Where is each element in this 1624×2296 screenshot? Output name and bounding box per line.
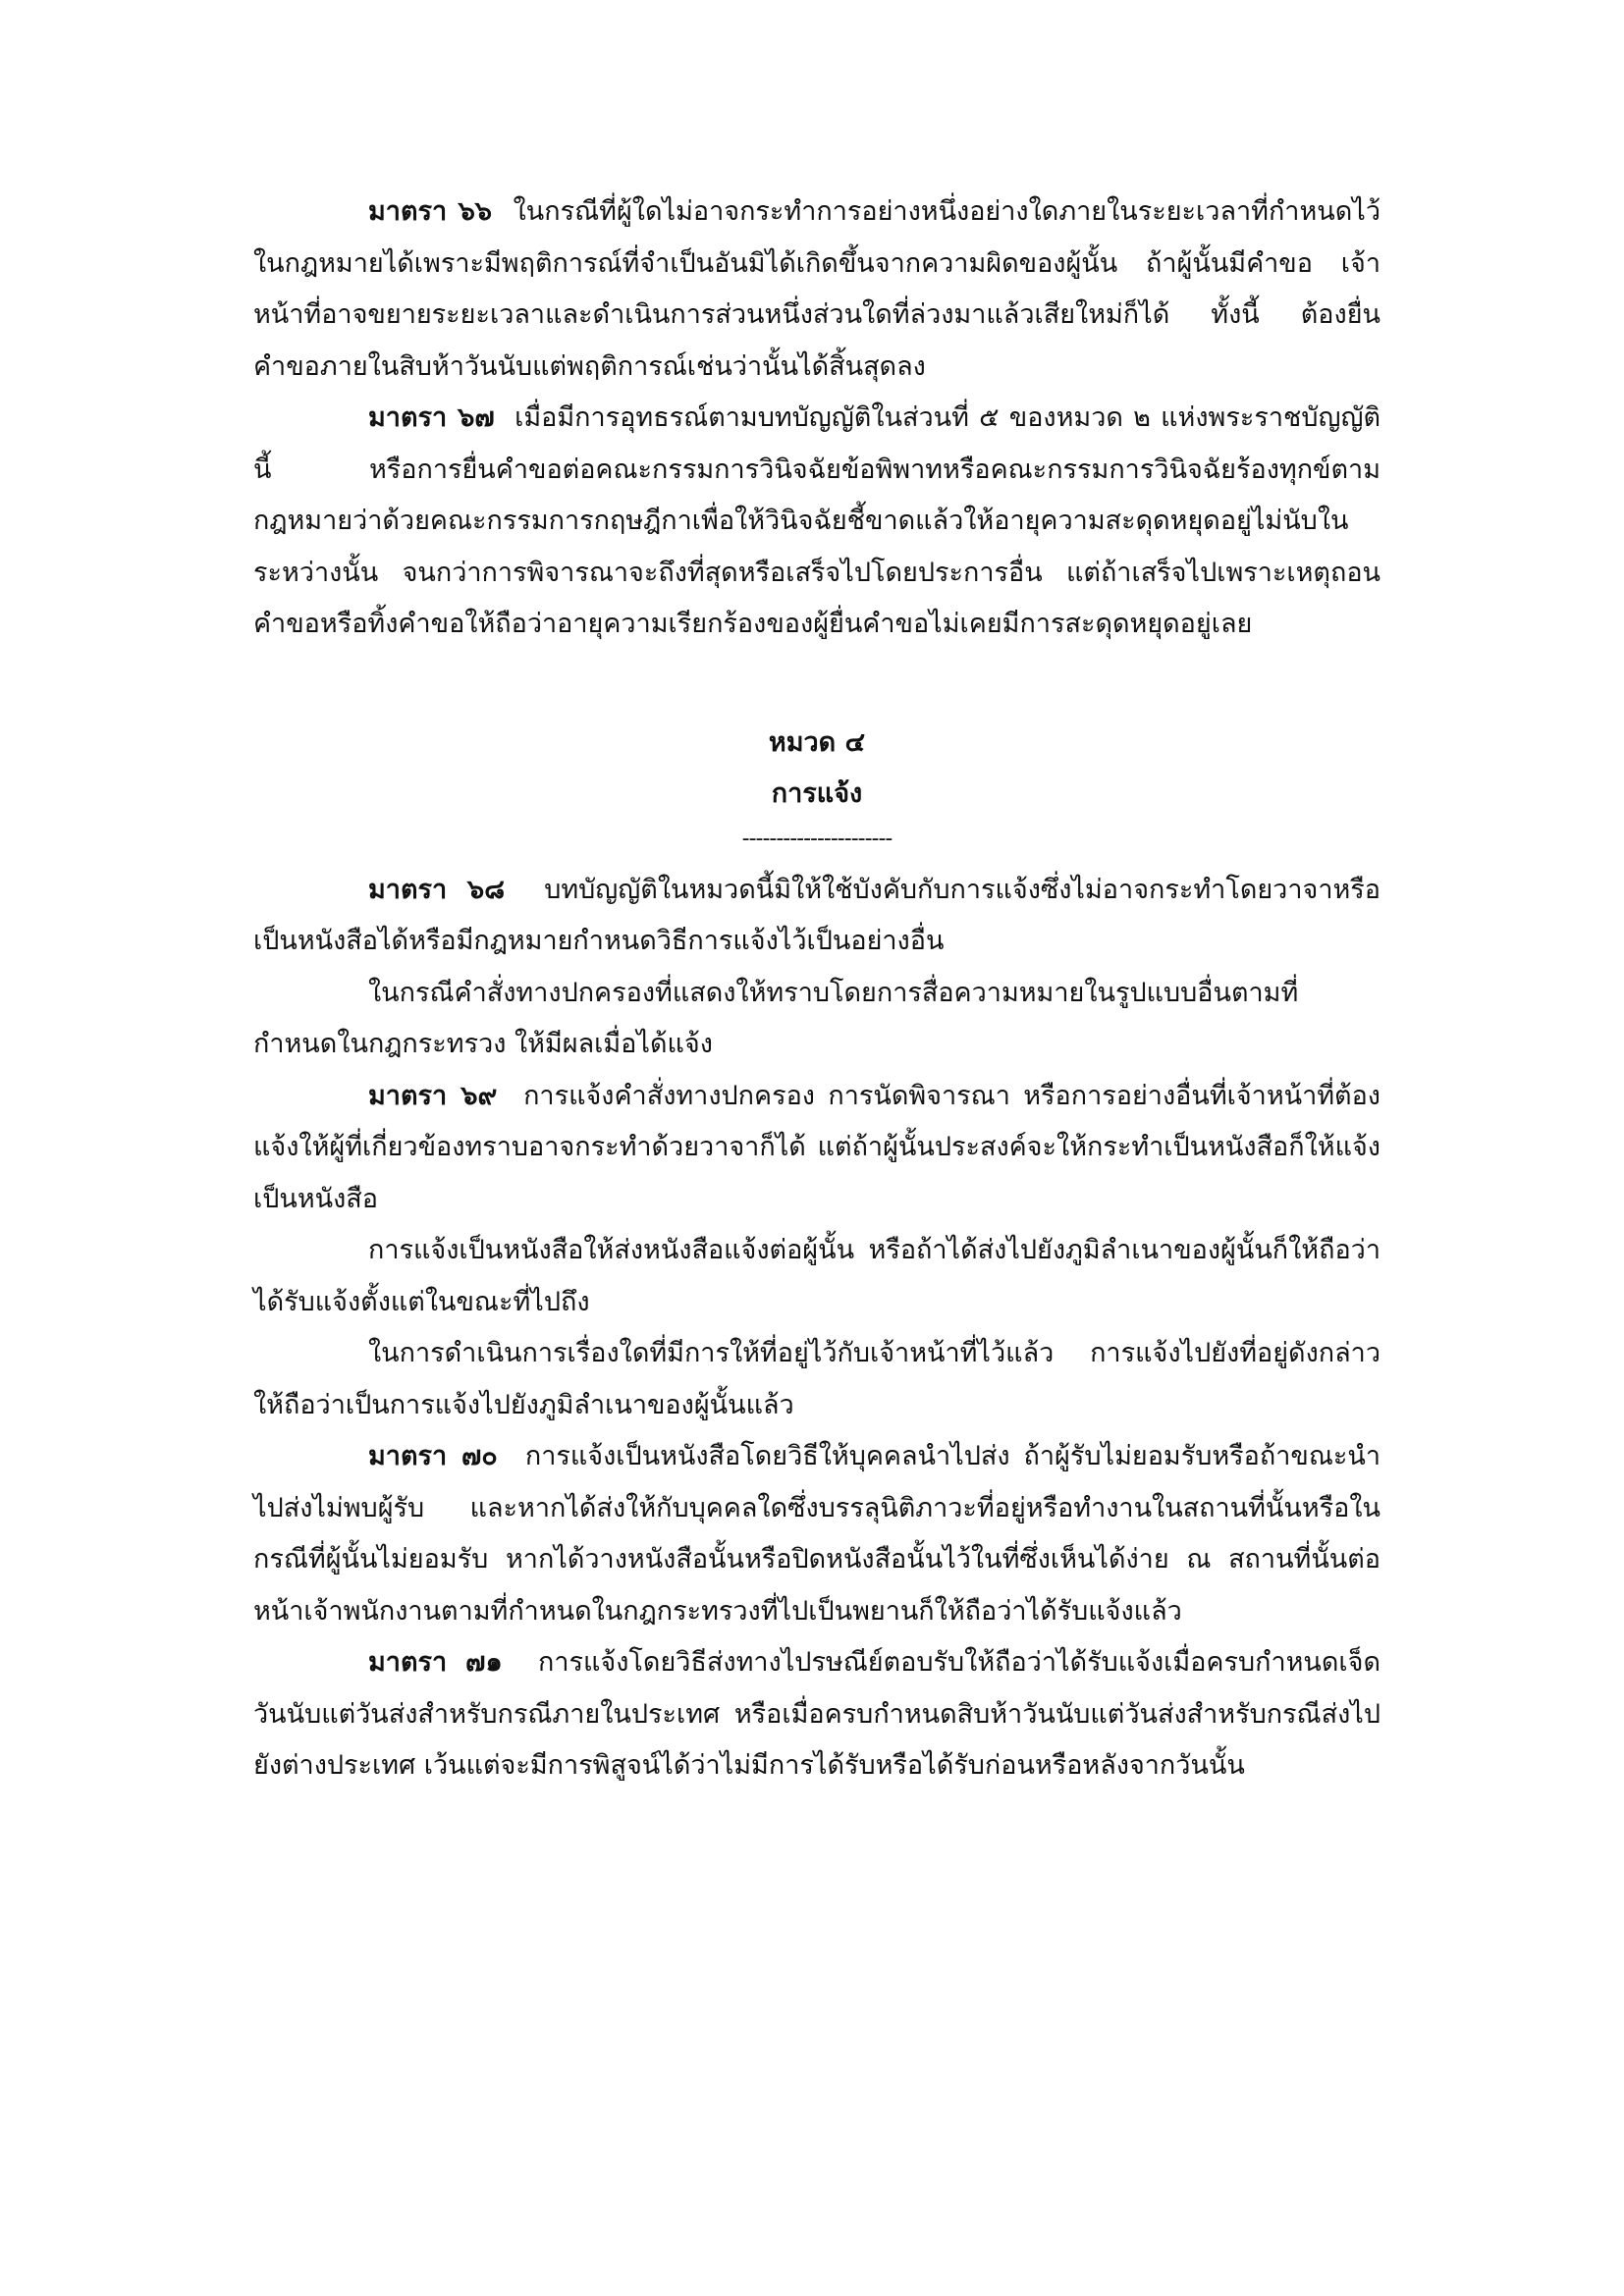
article-number: มาตรา ๖๗: [368, 402, 495, 433]
article-text: ในกรณีที่ผู้ใดไม่อาจกระทำการอย่างหนึ่งอย่างใดภายในระยะเวลาที่กำหนดไว้ในกฎหมายได้เพราะมีพฤติการณ์ที่จำเป็นอันมิได้เกิดขึ้นจากความผิดของผู้นั้น ถ้าผู้นั้นมีคำขอ เจ้าหน้าที่อาจขยายระยะเวลาและดำเนินการส่วนหนึ่งส่วนใดที่ล่วงมาแล้วเสียใหม่ก็ได้ ทั้งนี้ ต้องยื่นคำขอภายในสิบห้าวันนับแต่พฤติการณ์เช่นว่านั้นได้สิ้นสุดลง: [253, 196, 1380, 382]
article-text: การแจ้งโดยวิธีส่งทางไปรษณีย์ตอบรับให้ถือว่าได้รับแจ้งเมื่อครบกำหนดเจ็ดวันนับแต่วันส่งสำหรับกรณีภายในประเทศ หรือเมื่อครบกำหนดสิบห้าวันนับแต่วันส่งสำหรับกรณีส่งไปยังต่างประเทศ เว้นแต่จะมีการพิสูจน์ได้ว่าไม่มีการได้รับหรือได้รับก่อนหรือหลังจากวันนั้น: [253, 1647, 1380, 1781]
section-66: [253, 187, 1380, 393]
section-67: [253, 393, 1380, 651]
chapter-number: หมวด ๔: [768, 726, 866, 758]
section-71: [253, 1637, 1380, 1792]
section-spacer: [253, 651, 1380, 718]
section-69-paragraph-2: การแจ้งเป็นหนังสือให้ส่งหนังสือแจ้งต่อผู้นั้น หรือถ้าได้ส่งไปยังภูมิลำเนาของผู้นั้นก็ให้ถือว่าได้รับแจ้งตั้งแต่ในขณะที่ไปถึง: [253, 1235, 1380, 1317]
chapter-divider: ----------------------: [741, 826, 893, 851]
section-68: [253, 865, 1380, 968]
article-text: บทบัญญัติในหมวดนี้มิให้ใช้บังคับกับการแจ้งซึ่งไม่อาจกระทำโดยวาจาหรือเป็นหนังสือได้หรือมีกฎหมายกำหนดวิธีการแจ้งไว้เป็นอย่างอื่น: [253, 874, 1380, 956]
chapter-title: การแจ้ง: [771, 777, 863, 809]
article-number: มาตรา ๗๑: [368, 1647, 503, 1678]
section-70: [253, 1431, 1380, 1637]
article-number: มาตรา ๖๙: [368, 1080, 498, 1111]
article-number: มาตรา ๖๘: [368, 874, 506, 905]
document-page: [253, 187, 1380, 1792]
article-number: มาตรา ๗๐: [368, 1441, 498, 1471]
article-text: การแจ้งคำสั่งทางปกครอง การนัดพิจารณา หรือการอย่างอื่นที่เจ้าหน้าที่ต้องแจ้งให้ผู้ที่เกี่ยวข้องทราบอาจกระทำด้วยวาจาก็ได้ แต่ถ้าผู้นั้นประสงค์จะให้กระทำเป็นหนังสือก็ให้แจ้งเป็นหนังสือ: [253, 1080, 1380, 1214]
section-69-paragraph-3: ในการดำเนินการเรื่องใดที่มีการให้ที่อยู่ไว้กับเจ้าหน้าที่ไว้แล้ว การแจ้งไปยังที่อยู่ดังกล่าวให้ถือว่าเป็นการแจ้งไปยังภูมิลำเนาของผู้นั้นแล้ว: [253, 1338, 1380, 1420]
article-text: เมื่อมีการอุทธรณ์ตามบทบัญญัติในส่วนที่ ๕ ของหมวด ๒ แห่งพระราชบัญญัตินี้ หรือการยื่นคำขอต่อคณะกรรมการวินิจฉัยข้อพิพาทหรือคณะกรรมการวินิจฉัยร้องทุกข์ตามกฎหมายว่าด้วยคณะกรรมการกฤษฎีกาเพื่อให้วินิจฉัยชี้ขาดแล้วให้อายุความสะดุดหยุดอยู่ไม่นับในระหว่างนั้น จนกว่าการพิจารณาจะถึงที่สุดหรือเสร็จไปโดยประการอื่น แต่ถ้าเสร็จไปเพราะเหตุถอนคำขอหรือทิ้งคำขอให้ถือว่าอายุความเรียกร้องของผู้ยื่นคำขอไม่เคยมีการสะดุดหยุดอยู่เลย: [253, 402, 1381, 639]
section-69: [253, 1071, 1380, 1226]
article-number: มาตรา ๖๖: [368, 196, 493, 227]
section-68-paragraph-2: ในกรณีคำสั่งทางปกครองที่แสดงให้ทราบโดยการสื่อความหมายในรูปแบบอื่นตามที่กำหนดในกฎกระทรวง ให้มีผลเมื่อได้แจ้ง: [253, 977, 1299, 1059]
article-text: การแจ้งเป็นหนังสือโดยวิธีให้บุคคลนำไปส่ง ถ้าผู้รับไม่ยอมรับหรือถ้าขณะนำไปส่งไม่พบผู้รับ และหากได้ส่งให้กับบุคคลใดซึ่งบรรลุนิติภาวะที่อยู่หรือทำงานในสถานที่นั้นหรือในกรณีที่ผู้นั้นไม่ยอมรับ หากได้วางหนังสือนั้นหรือปิดหนังสือนั้นไว้ในที่ซึ่งเห็นได้ง่าย ณ สถานที่นั้นต่อหน้าเจ้าพนักงานตามที่กำหนดในกฎกระทรวงที่ไปเป็นพยานก็ให้ถือว่าได้รับแจ้งแล้ว: [253, 1441, 1380, 1627]
